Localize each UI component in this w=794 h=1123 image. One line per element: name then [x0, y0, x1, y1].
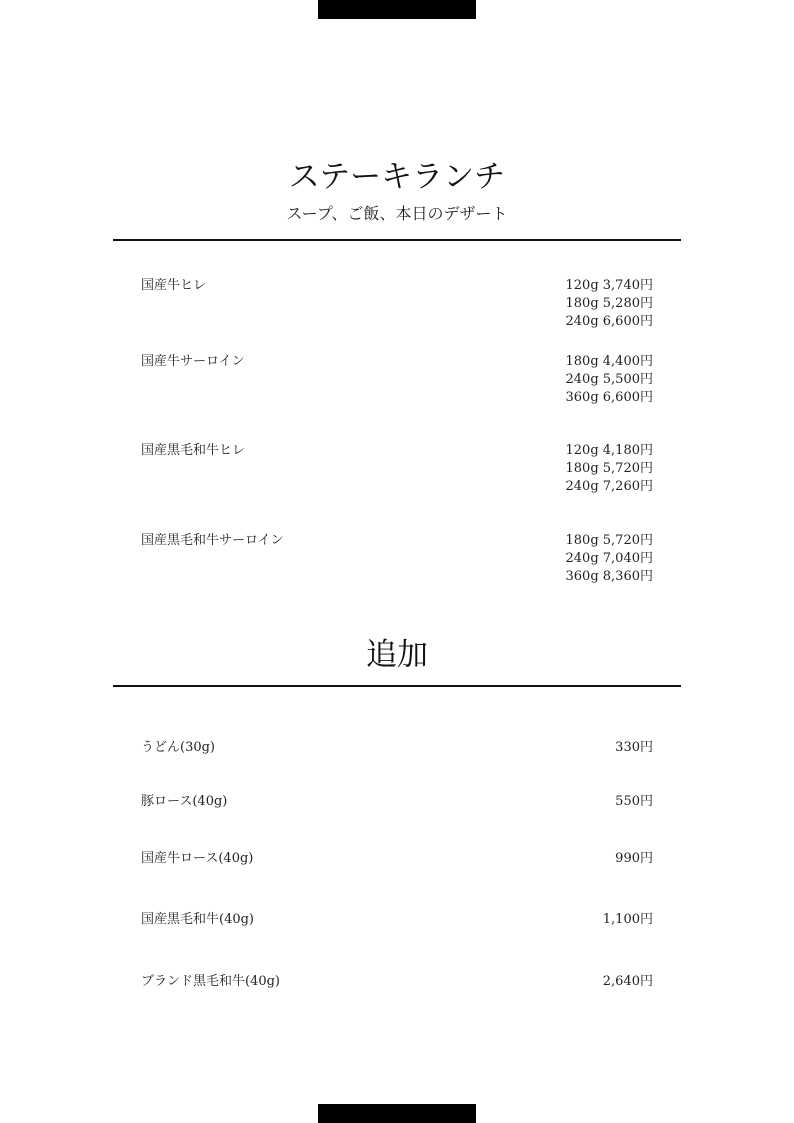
lunch-title: ステーキランチ — [288, 159, 506, 195]
menu-item-price: 240g 5,500円 — [565, 372, 653, 387]
menu-item-name: 国産黒毛和牛ヒレ — [141, 443, 246, 458]
menu-item-price: 180g 5,280円 — [565, 296, 653, 311]
addition-item-name: うどん(30g) — [141, 740, 216, 755]
menu-item-price: 120g 3,740円 — [565, 278, 653, 293]
additions-divider — [113, 685, 681, 687]
menu-item-prices — [566, 442, 653, 496]
bottom-black-bar — [318, 1104, 476, 1123]
addition-item-price: 990円 — [615, 851, 653, 866]
additions-title: 追加 — [366, 637, 428, 673]
menu-item-price: 180g 5,720円 — [565, 533, 653, 548]
menu-item-name: 国産牛サーロイン — [141, 354, 245, 369]
menu-item-prices — [566, 353, 653, 407]
lunch-subtitle: スープ、ご飯、本日のデザート — [286, 204, 508, 223]
menu-item-name: 国産牛ヒレ — [141, 278, 207, 293]
menu-item-price: 360g 8,360円 — [565, 569, 653, 584]
top-black-bar — [318, 0, 476, 19]
menu-item-price: 120g 4,180円 — [565, 443, 653, 458]
menu-item-prices — [566, 277, 653, 331]
menu-item-price: 180g 4,400円 — [565, 354, 653, 369]
menu-item-name: 国産黒毛和牛サーロイン — [141, 533, 284, 548]
addition-item-price: 2,640円 — [602, 974, 653, 989]
addition-item-name: 国産黒毛和牛(40g) — [141, 912, 255, 927]
menu-item-price: 240g 7,260円 — [565, 479, 653, 494]
addition-item-price: 330円 — [615, 740, 653, 755]
lunch-divider — [113, 239, 681, 241]
menu-item-prices — [566, 532, 653, 586]
addition-item-price: 550円 — [615, 794, 653, 809]
menu-item-price: 360g 6,600円 — [565, 390, 653, 405]
addition-item-name: 国産牛ロース(40g) — [141, 851, 254, 866]
menu-item-price: 180g 5,720円 — [565, 461, 653, 476]
addition-item-price: 1,100円 — [602, 912, 653, 927]
menu-item-price: 240g 6,600円 — [565, 314, 653, 329]
menu-item-price: 240g 7,040円 — [565, 551, 653, 566]
addition-item-name: ブランド黒毛和牛(40g) — [141, 974, 281, 989]
addition-item-name: 豚ロース(40g) — [141, 794, 228, 809]
